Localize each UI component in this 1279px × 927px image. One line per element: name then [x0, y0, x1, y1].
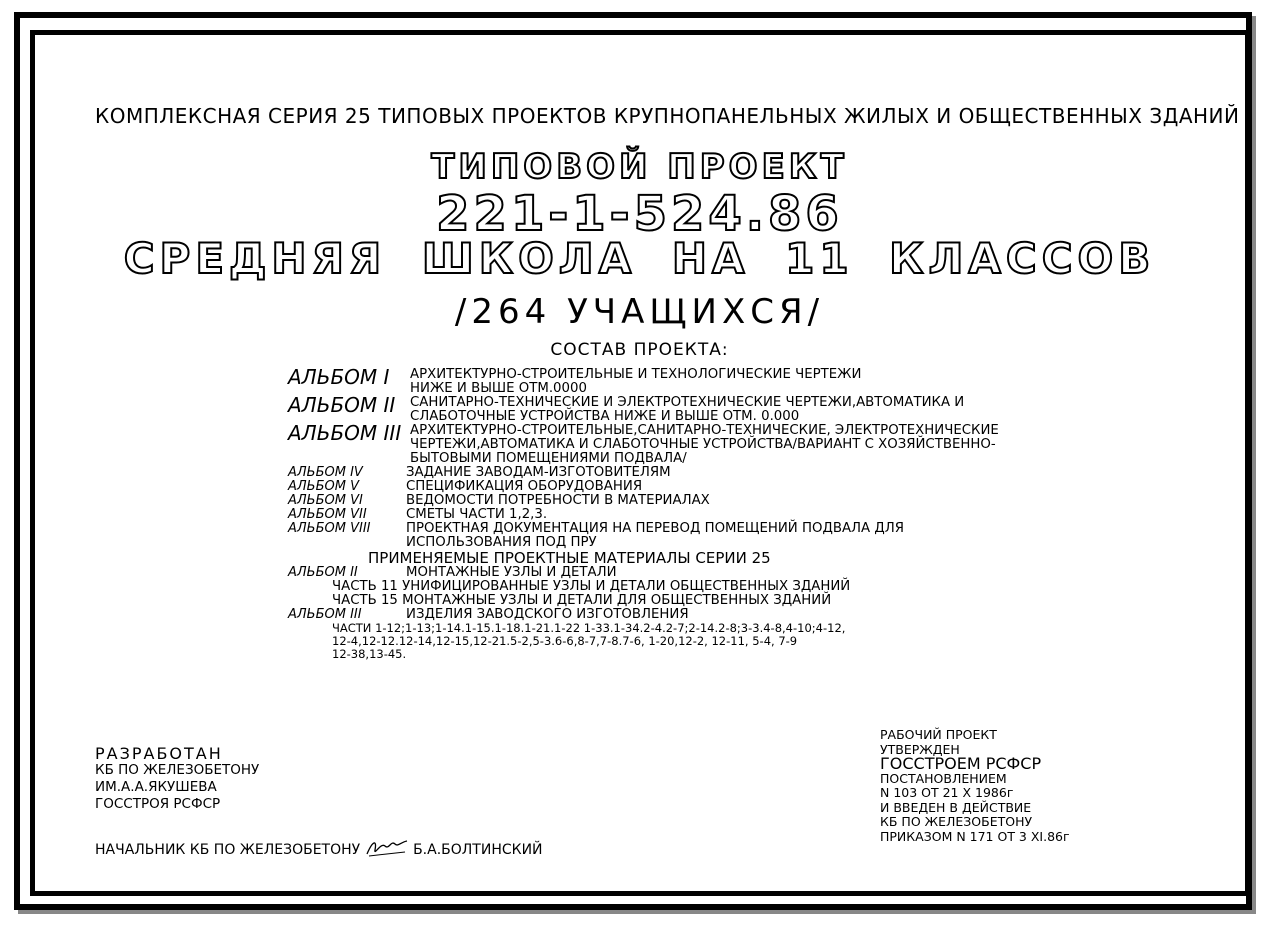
part-item: ЧАСТЬ 15 МОНТАЖНЫЕ УЗЛЫ И ДЕТАЛИ ДЛЯ ОБЩЕСТВЕННЫХ ЗДАНИЙ	[332, 593, 832, 608]
album-label: АЛЬБОМ VIII	[288, 521, 371, 536]
approval-line: И ВВЕДЕН В ДЕЙСТВИЕ	[880, 799, 1032, 815]
pupil-count: /264 УЧАЩИХСЯ/	[454, 292, 825, 332]
chief-name: Б.А.БОЛТИНСКИЙ	[413, 842, 543, 858]
approval-line: ПОСТАНОВЛЕНИЕМ	[880, 770, 1007, 786]
developer-line: ИМ.А.А.ЯКУШЕВА	[95, 779, 217, 795]
part-item: ЧАСТЬ 11 УНИФИЦИРОВАННЫЕ УЗЛЫ И ДЕТАЛИ ОБЩЕСТВЕННЫХ ЗДАНИЙ	[332, 579, 851, 594]
album-item	[288, 480, 999, 494]
album-label: АЛЬБОМ II	[288, 393, 396, 417]
album-label: АЛЬБОМ III	[288, 421, 402, 445]
album-label: АЛЬБОМ VII	[288, 507, 367, 522]
album-label: АЛЬБОМ III	[288, 607, 362, 622]
applied-materials-heading: ПРИМЕНЯЕМЫЕ ПРОЕКТНЫЕ МАТЕРИАЛЫ СЕРИИ 25	[368, 549, 771, 567]
album-text: ПРОЕКТНАЯ ДОКУМЕНТАЦИЯ НА ПЕРЕВОД ПОМЕЩЕНИЙ ПОДВАЛА ДЛЯ	[406, 521, 904, 536]
album-text: БЫТОВЫМИ ПОМЕЩЕНИЯМИ ПОДВАЛА/	[410, 451, 687, 466]
album-label: АЛЬБОМ I	[288, 365, 390, 389]
parts-list-line: ЧАСТИ 1-12;1-13;1-14.1-15.1-18.1-21.1-22 1-33.1-34.2-4.2-7;2-14.2-8;3-3.4-8,4-10;4-12,	[332, 621, 846, 635]
approval-line: РАБОЧИЙ ПРОЕКТ	[880, 727, 997, 742]
series-title: КОМПЛЕКСНАЯ СЕРИЯ 25 ТИПОВЫХ ПРОЕКТОВ КРУПНОПАНЕЛЬНЫХ ЖИЛЫХ И ОБЩЕСТВЕННЫХ ЗДАНИЙ	[95, 104, 1240, 128]
chief-line	[95, 838, 543, 858]
approval-line: ПРИКАЗОМ N 171 ОТ 3 XI.86г	[880, 828, 1070, 844]
album-label: АЛЬБОМ V	[288, 479, 359, 494]
album-item	[288, 608, 999, 622]
album-text: ЗАДАНИЕ ЗАВОДАМ-ИЗГОТОВИТЕЛЯМ	[406, 465, 671, 480]
album-item	[288, 494, 999, 508]
album-item	[288, 566, 999, 580]
developer-heading: РАЗРАБОТАН	[95, 744, 223, 763]
approval-line: КБ ПО ЖЕЛЕЗОБЕТОНУ	[880, 814, 1033, 829]
album-text: АРХИТЕКТУРНО-СТРОИТЕЛЬНЫЕ И ТЕХНОЛОГИЧЕСКИЕ ЧЕРТЕЖИ	[410, 367, 862, 382]
album-item	[288, 365, 999, 396]
project-label: ТИПОВОЙ ПРОЕКТ	[431, 147, 848, 187]
album-label: АЛЬБОМ IV	[288, 465, 363, 480]
album-item	[288, 393, 999, 424]
project-number: 221-1-524.86	[436, 186, 843, 242]
album-label: АЛЬБОМ VI	[288, 493, 363, 508]
album-text: ИСПОЛЬЗОВАНИЯ ПОД ПРУ	[406, 535, 597, 550]
album-list	[288, 365, 999, 661]
approval-line: N 103 ОТ 21 X 1986г	[880, 785, 1014, 800]
album-text: ЧЕРТЕЖИ,АВТОМАТИКА И СЛАБОТОЧНЫЕ УСТРОЙСТВА/ВАРИАНТ С ХОЗЯЙСТВЕННО-	[410, 437, 996, 452]
album-text: СЛАБОТОЧНЫЕ УСТРОЙСТВА НИЖЕ И ВЫШЕ ОТМ. 0.000	[410, 409, 800, 424]
album-text: СПЕЦИФИКАЦИЯ ОБОРУДОВАНИЯ	[406, 479, 643, 494]
album-text: ИЗДЕЛИЯ ЗАВОДСКОГО ИЗГОТОВЛЕНИЯ	[406, 607, 689, 622]
album-text: СМЕТЫ ЧАСТИ 1,2,3.	[406, 507, 548, 522]
developer-line: ГОССТРОЯ РСФСР	[95, 796, 221, 812]
composition-heading: СОСТАВ ПРОЕКТА:	[550, 340, 729, 360]
chief-title: НАЧАЛЬНИК КБ ПО ЖЕЛЕЗОБЕТОНУ	[95, 842, 361, 858]
developer-line: КБ ПО ЖЕЛЕЗОБЕТОНУ	[95, 762, 260, 778]
album-text: САНИТАРНО-ТЕХНИЧЕСКИЕ И ЭЛЕКТРОТЕХНИЧЕСКИЕ ЧЕРТЕЖИ,АВТОМАТИКА И	[410, 395, 965, 410]
album-item	[288, 421, 999, 466]
parts-list-line: 12-38,13-45.	[332, 647, 407, 661]
album-label: АЛЬБОМ II	[288, 565, 358, 580]
approval-authority: ГОССТРОЕМ РСФСР	[880, 754, 1042, 773]
album-text: ВЕДОМОСТИ ПОТРЕБНОСТИ В МАТЕРИАЛАХ	[406, 493, 710, 508]
album-text: НИЖЕ И ВЫШЕ ОТМ.0000	[410, 381, 587, 396]
album-item	[288, 508, 999, 522]
parts-list-line: 12-4,12-12.12-14,12-15,12-21.5-2,5-3.6-6,8-7,7-8.7-6, 1-20,12-2, 12-11, 5-4, 7-9	[332, 634, 798, 648]
project-title: СРЕДНЯЯ ШКОЛА НА 11 КЛАССОВ	[123, 234, 1156, 283]
album-item	[288, 466, 999, 480]
signature	[365, 838, 409, 858]
album-text: МОНТАЖНЫЕ УЗЛЫ И ДЕТАЛИ	[406, 565, 617, 580]
approval-block	[880, 728, 1070, 844]
album-item	[288, 522, 999, 550]
developer-block	[95, 745, 259, 813]
approval-line: УТВЕРЖДЕН	[880, 741, 960, 757]
album-text: АРХИТЕКТУРНО-СТРОИТЕЛЬНЫЕ,САНИТАРНО-ТЕХНИЧЕСКИЕ, ЭЛЕКТРОТЕХНИЧЕСКИЕ	[410, 423, 999, 438]
